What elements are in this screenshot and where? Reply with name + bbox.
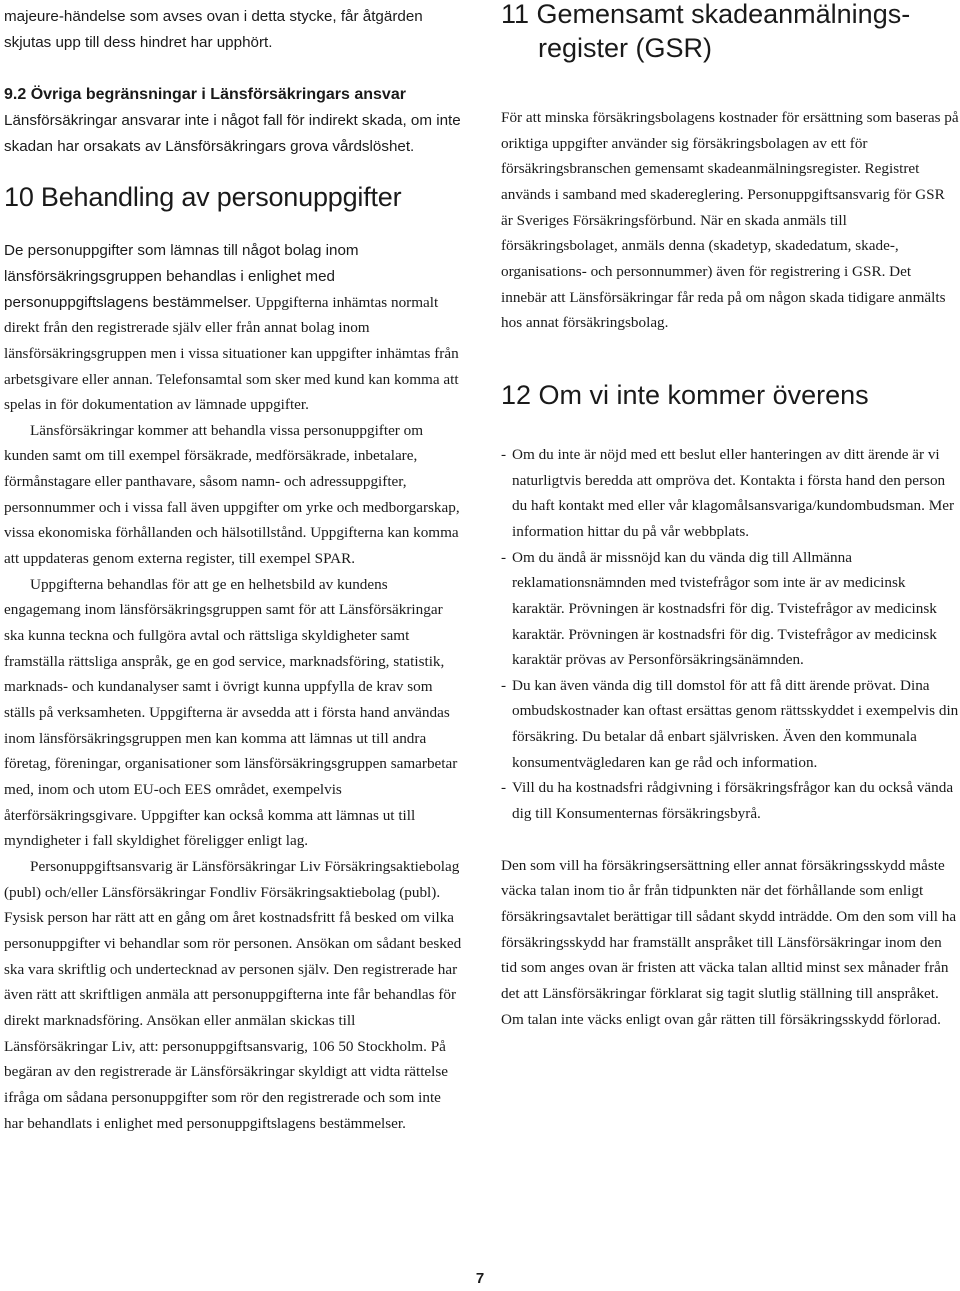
list-item-text: Om du inte är nöjd med ett beslut eller hanteringen av ditt ärende är vi naturligtvis beredda att ompröva det. Kontakta i första hand den person du haft kontakt med eller vår klagomålsansvariga/kundombudsman. Mer information hittar du på vår webbplats. xyxy=(512,445,955,540)
intro-paragraph: majeure-händelse som avses ovan i detta stycke, får åtgärden skjutas upp till dess hindret har upphört. xyxy=(4,8,423,51)
list-item xyxy=(501,673,959,776)
section-10-paragraph-2: Länsförsäkringar kommer att behandla vissa personuppgifter om kunden samt om till exempel försäkrade, medförsäkrade, inbetalare, förmånstagare eller panthavare, såsom namn- och adressuppgifter, personnummer och i vissa fall även uppgifter om yrke och medborgarskap, vissa ekonomiska förhållanden och hälsotillstånd. Uppgifterna kan komma att uppdateras genom externa register, till exempel SPAR. xyxy=(4,421,460,568)
section-10-paragraph-4: Personuppgiftsansvarig är Länsförsäkringar Liv Försäkringsaktiebolag (publ) och/eller Länsförsäkringar Fondliv Försäkringsaktiebolag (publ). Fysisk person har rätt att en gång om året kostnadsfritt få besked om vilka personuppgifter vi behandlar som rör personen. Ansökan om sådant besked ska vara skriftlig och undertecknad av personen själv. Den registrerade har även rätt att skriftligen anmäla att personuppgifterna inte får behandlas för direkt marknadsföring. Ansökan eller anmälan skickas till Länsförsäkringar Liv, att: personuppgiftsansvarig, 106 50 Stockholm. På begäran av den registrerade är Länsförsäkringar skyldigt att vidta rättelse ifråga om sådana personuppgifter som rör den registrerade och som inte har behandlats i enlighet med personuppgiftslagens bestämmelser. xyxy=(4,857,462,1132)
section-11-heading-line-1: 11 Gemensamt skadeanmälnings- xyxy=(501,0,911,29)
page-number: 7 xyxy=(475,1270,485,1287)
list-item-marker: - xyxy=(501,445,507,463)
list-item xyxy=(501,775,959,826)
section-11-heading-line-2: register (GSR) xyxy=(538,33,713,63)
section-11-heading xyxy=(501,0,959,65)
list-item-text: Vill du ha kostnadsfri rådgivning i försäkringsfrågor kan du också vända dig till Konsumenternas försäkringsbyrå. xyxy=(512,779,954,823)
section-10-heading: 10 Behandling av personuppgifter xyxy=(4,182,402,213)
right-column xyxy=(501,0,959,1032)
section-10-paragraph-3: Uppgifterna behandlas för att ge en helhetsbild av kundens engagemang inom länsförsäkringsgruppen samt för att Länsförsäkringar ska kunna teckna och fullgöra avtal och rättsliga skyldigheter samt framställa rättsliga anspråk, ge en god service, marknadsföring, statistik, marknads- och kundanalyser samt i övrigt kunna uppfylla de krav som ställs på verksamheten. Uppgifterna är avsedda att i första hand användas inom länsförsäkringsgruppen men kan komma att lämnas ut till andra företag, föreningar, organisationer som länsförsäkringsgruppen samarbetar med, inom och utom EU-och EES området, exempelvis återförsäkringsgivare. Uppgifter kan också komma att lämnas ut till myndigheter i fall skyldighet föreligger enligt lag. xyxy=(4,575,458,850)
section-12-heading: 12 Om vi inte kommer överens xyxy=(501,379,869,410)
section-10-paragraph-1-sans: De personuppgifter som lämnas till något bolag inom länsförsäkringsgruppen behandlas i enlighet med personuppgiftslagens bestämmelser. xyxy=(4,242,359,311)
list-item xyxy=(501,442,959,545)
section-10-paragraph-1-serif: Uppgifterna inhämtas normalt direkt från den registrerade själv eller från annat bolag inom länsförsäkringsgruppen men i vissa situationer kan uppgifter inhämtas från arbetsgivare eller annan. Telefonsamtal som sker med kund kan komma att spelas in för dokumentation av lämnade uppgifter. xyxy=(4,293,459,414)
section-11-paragraph: För att minska försäkringsbolagens kostnader för ersättning som baseras på oriktiga uppgifter använder sig försäkringsbolagen av ett för försäkringsbranschen gemensamt skadeanmälningsregister. Registret används i samband med skadereglering. Personuppgiftsansvarig för GSR är Sveriges Försäkringsförbund. När en skada anmäls till försäkringsbolaget, anmäls denna (skadetyp, skadedatum, skade-, organisations- och personnummer) även för registrering i GSR. Det innebär att Länsförsäkringar får reda på om någon skada tidigare anmälts hos annat försäkringsbolag. xyxy=(501,109,959,332)
list-item-text: Om du ändå är missnöjd kan du vända dig till Allmänna reklamationsnämnden med tvistefrågor som inte är av medicinsk karaktär. Prövningen är kostnadsfri för dig. Tvistefrågor av medicinsk karaktär. Prövningen är kostnadsfri för dig. Tvistefrågor av medicinsk karaktär prövas av Personförsäkringsänämnden. xyxy=(512,548,937,669)
list-item-marker: - xyxy=(501,779,507,797)
section-9-2-heading: 9.2 Övriga begränsningar i Länsförsäkringars ansvar xyxy=(4,86,406,104)
section-9-2-paragraph: Länsförsäkringar ansvarar inte i något fall för indirekt skada, om inte skadan har orsakats av Länsförsäkringars grova vårdslöshet. xyxy=(4,111,461,155)
closing-paragraph: Den som vill ha försäkringsersättning eller annat försäkringsskydd måste väcka talan inom tio år från tidpunkten när det förhållande som enligt försäkringsavtalet berättigar till sådant skydd inträdde. Om den som vill ha försäkringsskydd har framställt anspråket till Länsförsäkringar inom den tid som anges ovan är fristen att väcka talan alltid minst sex månader från det att Länsförsäkringar förklarat sig tagit slutlig ställning till anspråket. Om talan inte väcks enligt ovan går rätten till försäkringsskydd förlorad. xyxy=(501,856,957,1028)
list-item-marker: - xyxy=(501,548,507,566)
left-column xyxy=(4,0,462,1136)
section-12-list xyxy=(501,442,959,827)
list-item xyxy=(501,545,959,673)
list-item-text: Du kan även vända dig till domstol för att få ditt ärende prövat. Dina ombudskostnader kan oftast ersättas genom rättsskyddet i exempelvis din försäkring. Du betalar då enbart självrisken. Även den kommunala konsumentvägledaren kan ge råd och information. xyxy=(512,676,959,771)
list-item-marker: - xyxy=(501,676,507,694)
section-10-paragraph-1 xyxy=(4,238,462,418)
